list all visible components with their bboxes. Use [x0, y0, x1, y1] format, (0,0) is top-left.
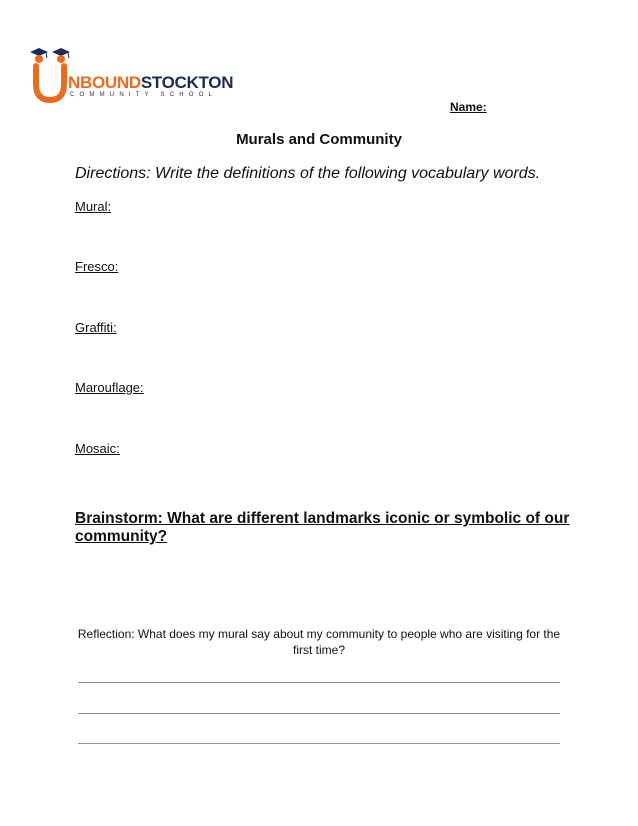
page-title: Murals and Community	[236, 131, 402, 148]
vocab-term-mosaic: Mosaic:	[75, 441, 120, 456]
vocab-term-fresco: Fresco:	[75, 259, 119, 274]
vocab-term-marouflage: Marouflage:	[75, 380, 144, 395]
logo-wordmark	[68, 74, 233, 91]
logo-word-stockton: STOCKTON	[140, 73, 234, 92]
logo-word-unbound: NBOUND	[68, 73, 141, 92]
school-logo	[28, 44, 234, 104]
vocab-term-graffiti: Graffiti:	[75, 320, 117, 335]
reflection-prompt: Reflection: What does my mural say about my community to people who are visiting for the first time?	[77, 627, 561, 657]
answer-line	[78, 682, 560, 683]
vocab-term-mural: Mural:	[75, 199, 112, 214]
name-label: Name:	[450, 100, 487, 114]
answer-line	[78, 743, 560, 744]
directions-text: Directions: Write the definitions of the following vocabulary words.	[75, 165, 541, 182]
graduate-u-icon	[28, 44, 72, 104]
logo-tagline: COMMUNITY SCHOOL	[70, 92, 218, 98]
brainstorm-prompt: Brainstorm: What are different landmarks iconic or symbolic of our community?	[75, 510, 570, 545]
answer-line	[78, 713, 560, 714]
